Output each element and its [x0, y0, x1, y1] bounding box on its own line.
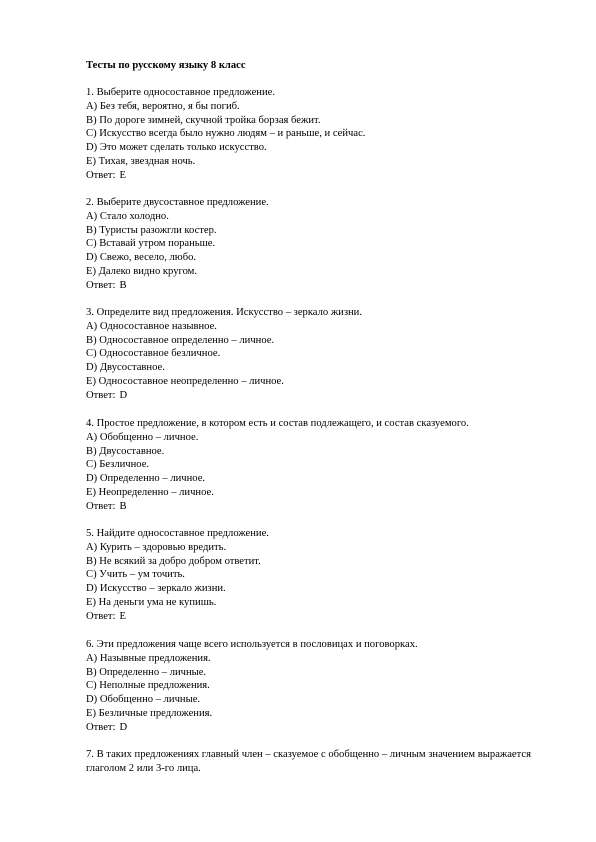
- option-c: С) Односоставное безличное.: [86, 348, 221, 360]
- option-e: Е) На деньги ума не купишь.: [86, 596, 217, 608]
- option-c: С) Учить – ум точить.: [86, 569, 185, 581]
- question-text: 5. Найдите односоставное предложение.: [86, 528, 269, 539]
- option-b: В) Туристы разожгли костер.: [86, 224, 217, 236]
- option-d: D) Двусоставное.: [86, 362, 165, 374]
- option-a: А) Односоставное назывное.: [86, 320, 217, 332]
- answer-line: [86, 500, 546, 514]
- answer-value: D: [119, 721, 128, 733]
- answer-label: Ответ:: [86, 169, 116, 181]
- answer-value: D: [119, 389, 128, 401]
- question-block: [86, 196, 546, 293]
- question-block: [86, 417, 546, 514]
- option-e: Е) Неопределенно – личное.: [86, 486, 214, 498]
- answer-value: Е: [119, 169, 126, 181]
- option-b: В) Односоставное определенно – личное.: [86, 334, 275, 346]
- question-block: [86, 638, 546, 735]
- option-a: А) Без тебя, вероятно, я бы погиб.: [86, 100, 240, 112]
- document-title: Тесты по русскому языку 8 класс: [86, 60, 246, 71]
- answer-value: В: [119, 500, 127, 512]
- answer-value: Е: [119, 610, 126, 622]
- option-a: А) Стало холодно.: [86, 210, 169, 222]
- answer-label: Ответ:: [86, 610, 116, 622]
- option-e: Е) Тихая, звездная ночь.: [86, 155, 196, 167]
- option-b: В) Определенно – личные.: [86, 666, 207, 678]
- question-text: 1. Выберите односоставное предложение.: [86, 87, 275, 98]
- option-e: Е) Безличные предложения.: [86, 707, 213, 719]
- option-a: А) Курить – здоровью вредить.: [86, 541, 227, 553]
- option-d: D) Это может сделать только искусство.: [86, 142, 267, 154]
- option-e: Е) Далеко видно кругом.: [86, 265, 198, 277]
- question-block: [86, 86, 546, 183]
- option-d: D) Искусство – зеркало жизни.: [86, 583, 226, 595]
- question-block: [86, 306, 546, 403]
- answer-label: Ответ:: [86, 279, 116, 291]
- question-text: 3. Определите вид предложения. Искусство – зеркало жизни.: [86, 307, 362, 318]
- option-c: С) Вставай утром пораньше.: [86, 238, 216, 250]
- answer-value: В: [119, 279, 127, 291]
- option-d: D) Свежо, весело, любо.: [86, 252, 197, 264]
- answer-label: Ответ:: [86, 500, 116, 512]
- question-text: 2. Выберите двусоставное предложение.: [86, 197, 269, 208]
- option-b: В) Не всякий за добро добром ответит.: [86, 555, 261, 567]
- answer-label: Ответ:: [86, 721, 116, 733]
- option-d: D) Обобщенно – личные.: [86, 694, 201, 706]
- question-text: 4. Простое предложение, в котором есть и состав подлежащего, и состав сказуемого.: [86, 418, 469, 429]
- question-block: [86, 748, 538, 776]
- question-text: 6. Эти предложения чаще всего используется в пословицах и поговорках.: [86, 639, 418, 650]
- answer-line: [86, 389, 546, 403]
- option-e: Е) Односоставное неопределенно – личное.: [86, 375, 284, 387]
- option-b: В) Двусоставное.: [86, 445, 165, 457]
- option-a: А) Обобщенно – личное.: [86, 431, 199, 443]
- option-d: D) Определенно – личное.: [86, 473, 206, 485]
- option-c: С) Безличное.: [86, 459, 150, 471]
- answer-line: [86, 279, 546, 293]
- answer-label: Ответ:: [86, 389, 116, 401]
- option-c: С) Искусство всегда было нужно людям – и раньше, и сейчас.: [86, 128, 366, 140]
- question-block: [86, 527, 546, 624]
- answer-line: [86, 721, 546, 735]
- option-a: А) Назывные предложения.: [86, 652, 211, 664]
- answer-line: [86, 610, 546, 624]
- option-c: С) Неполные предложения.: [86, 680, 210, 692]
- option-b: В) По дороге зимней, скучной тройка борзая бежит.: [86, 114, 321, 126]
- question-text: 7. В таких предложениях главный член – сказуемое с обобщенно – личным значением выражается глаголом 2 или 3-го лица.: [86, 749, 531, 774]
- answer-line: [86, 169, 546, 183]
